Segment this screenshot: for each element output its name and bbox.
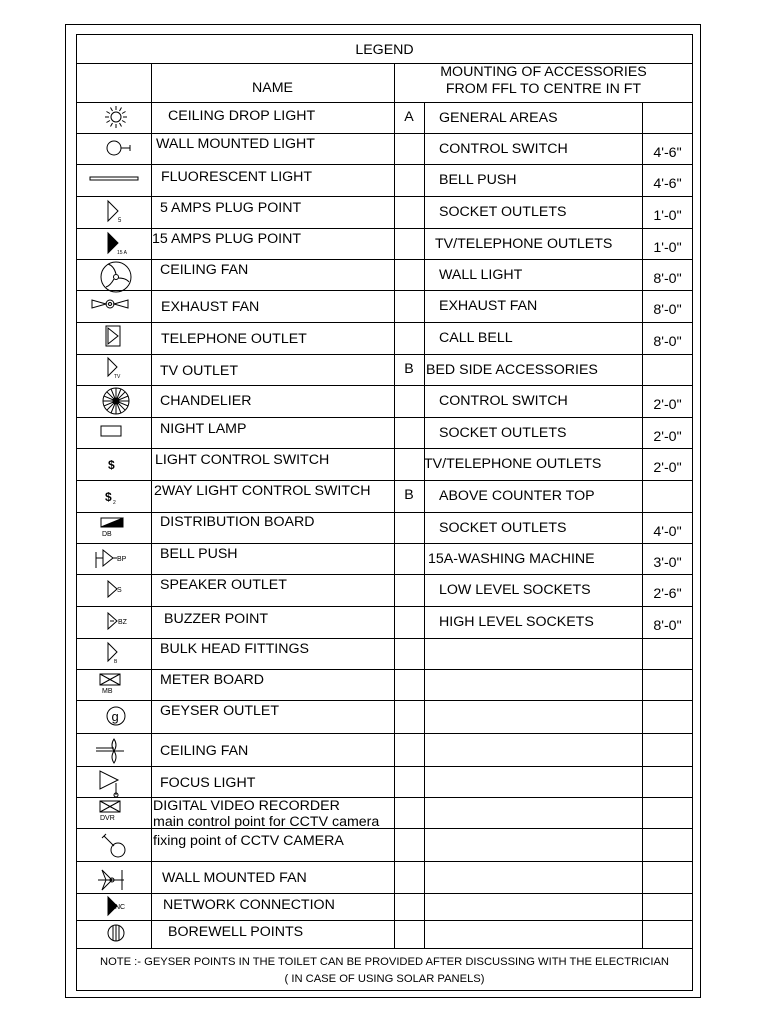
symbol-name: LIGHT CONTROL SWITCH [155,452,330,468]
mounting-item: HIGH LEVEL SOCKETS [439,614,594,630]
wall-mounted-fan-icon [92,862,144,894]
mounting-item: SOCKET OUTLETS [439,425,567,441]
svg-text:TV: TV [114,373,121,380]
note-text: NOTE :- GEYSER POINTS IN THE TOILET CAN BE PROVIDED AFTER DISCUSSING WITH THE ELECTRICIAN [100,956,669,968]
mounting-item: BELL PUSH [439,172,517,188]
column-header-mounting-sub: FROM FFL TO CENTRE IN FT [445,81,642,97]
geyser-outlet-icon [96,702,148,734]
bell-push-icon [92,544,144,576]
row-divider [76,861,693,862]
mounting-item: SOCKET OUTLETS [439,204,567,220]
symbol-name: BULK HEAD FITTINGS [160,641,309,657]
svg-text:DB: DB [102,530,112,538]
symbol-name: fixing point of CCTV CAMERA [153,833,344,849]
row-divider [76,669,693,670]
row-divider [76,543,693,544]
mounting-height: 1'-0" [653,208,682,224]
svg-text:$: $ [105,490,112,504]
svg-text:BZ: BZ [118,619,127,626]
svg-text:BP: BP [117,555,127,563]
wall-mounted-light-icon [96,134,148,166]
section-letter: B [404,361,414,377]
section-letter: A [404,109,414,125]
telephone-outlet-icon [96,323,148,355]
symbol-name: TELEPHONE OUTLET [161,331,307,347]
symbol-name: WALL MOUNTED FAN [162,870,307,886]
symbol-name: BELL PUSH [160,546,238,562]
symbol-name: CEILING DROP LIGHT [168,108,316,124]
symbol-name: FLUORESCENT LIGHT [161,169,313,185]
speaker-outlet-icon [96,575,148,607]
distribution-board-icon [96,513,148,545]
svg-text:B: B [114,658,118,665]
svg-text:5: 5 [118,218,122,224]
mounting-item: TV/TELEPHONE OUTLETS [424,456,602,472]
row-divider [76,385,693,386]
symbol-name: WALL MOUNTED LIGHT [156,136,315,152]
mounting-height: 4'-6" [653,176,682,192]
symbol-name: TV OUTLET [160,363,239,379]
mounting-height: 4'-0" [653,524,682,540]
row-divider [76,133,693,134]
symbol-name: NETWORK CONNECTION [163,897,335,913]
symbol-name: NIGHT LAMP [160,421,247,437]
row-divider [76,322,693,323]
svg-text:DVR: DVR [100,814,115,822]
svg-text:NC: NC [115,904,126,911]
mounting-item: CONTROL SWITCH [439,141,568,157]
ceiling-drop-light-icon [96,103,148,135]
row-divider [76,574,693,575]
light-control-switch-icon [96,449,148,481]
mounting-item: GENERAL AREAS [439,110,558,126]
dvr-icon [96,798,148,830]
mounting-height: 4'-6" [653,145,682,161]
symbol-name: EXHAUST FAN [161,299,260,315]
symbol-name: SPEAKER OUTLET [160,577,287,593]
symbol-name: METER BOARD [160,672,265,688]
mounting-height: 3'-0" [653,555,682,571]
mounting-height: 8'-0" [653,334,682,350]
symbol-name: DISTRIBUTION BOARD [160,514,315,530]
row-divider [76,920,693,921]
column-header-mounting: MOUNTING OF ACCESSORIES [440,64,647,80]
row-divider [76,290,693,291]
symbol-name: 2WAY LIGHT CONTROL SWITCH [154,483,371,499]
mounting-height: 8'-0" [653,302,682,318]
symbol-name: DIGITAL VIDEO RECORDER [153,798,340,814]
symbol-name: 5 AMPS PLUG POINT [160,200,302,216]
mounting-height: 2'-0" [653,460,682,476]
row-divider [76,948,693,949]
row-divider [76,354,693,355]
mounting-item: WALL LIGHT [439,267,523,283]
mounting-height: 8'-0" [653,618,682,634]
plug-point-5a-icon [96,197,148,229]
two-way-switch-icon [96,481,148,513]
symbol-name: BUZZER POINT [164,611,269,627]
ceiling-fan-icon [96,260,148,292]
svg-text:g: g [111,708,119,724]
mounting-height: 8'-0" [653,271,682,287]
borewell-point-icon [96,920,148,952]
symbol-name: GEYSER OUTLET [160,703,280,719]
meter-board-icon [96,670,148,702]
mounting-item: CALL BELL [439,330,513,346]
symbol-name: CEILING FAN [160,262,249,278]
column-divider-symbol [151,63,152,948]
column-divider-section [424,102,425,948]
row-divider [76,733,693,734]
exhaust-fan-icon [88,291,140,323]
row-divider [76,512,693,513]
row-divider [76,606,693,607]
row-divider [76,893,693,894]
tv-outlet-icon [96,355,148,387]
svg-text:S: S [117,587,122,594]
row-divider [76,448,693,449]
column-header-name: NAME [252,80,293,96]
mounting-item: 15A-WASHING MACHINE [428,551,595,567]
svg-text:15 A: 15 A [117,249,128,256]
mounting-height: 1'-0" [653,240,682,256]
svg-text:MB: MB [102,687,113,695]
symbol-name: BOREWELL POINTS [168,924,304,940]
mounting-item: LOW LEVEL SOCKETS [439,582,591,598]
row-divider [76,480,693,481]
row-divider [76,700,693,701]
header-divider [76,102,693,103]
symbol-name: 15 AMPS PLUG POINT [152,231,302,247]
svg-text:2: 2 [113,500,116,506]
note-text-line2: ( IN CASE OF USING SOLAR PANELS) [284,973,485,985]
symbol-name-line2: main control point for CCTV camera [153,814,380,830]
mounting-height: 2'-0" [653,429,682,445]
row-divider [76,164,693,165]
ceiling-fan-alt-icon [92,735,144,767]
night-lamp-icon [96,418,148,450]
symbol-name: FOCUS LIGHT [160,775,256,791]
cctv-camera-icon [96,830,148,862]
symbol-name: CEILING FAN [160,743,249,759]
mounting-item: CONTROL SWITCH [439,393,568,409]
symbol-name: CHANDELIER [160,393,252,409]
row-divider [76,638,693,639]
chandelier-icon [96,386,148,418]
buzzer-point-icon [96,607,148,639]
mounting-item: EXHAUST FAN [439,298,538,314]
mounting-height: 2'-6" [653,586,682,602]
fluorescent-light-icon [88,165,140,197]
column-divider-name [394,63,395,948]
mounting-height: 2'-0" [653,397,682,413]
svg-text:$: $ [108,458,115,472]
mounting-item: ABOVE COUNTER TOP [439,488,595,504]
row-divider [76,417,693,418]
row-divider [76,196,693,197]
row-divider [76,259,693,260]
section-letter: B [404,487,414,503]
mounting-item: SOCKET OUTLETS [439,520,567,536]
row-divider [76,228,693,229]
mounting-item: BED SIDE ACCESSORIES [426,362,598,378]
bulk-head-fitting-icon [96,639,148,671]
row-divider [76,766,693,767]
plug-point-15a-icon [96,229,148,261]
legend-title: LEGEND [355,42,414,58]
focus-light-icon [96,767,148,799]
mounting-item: TV/TELEPHONE OUTLETS [435,236,613,252]
